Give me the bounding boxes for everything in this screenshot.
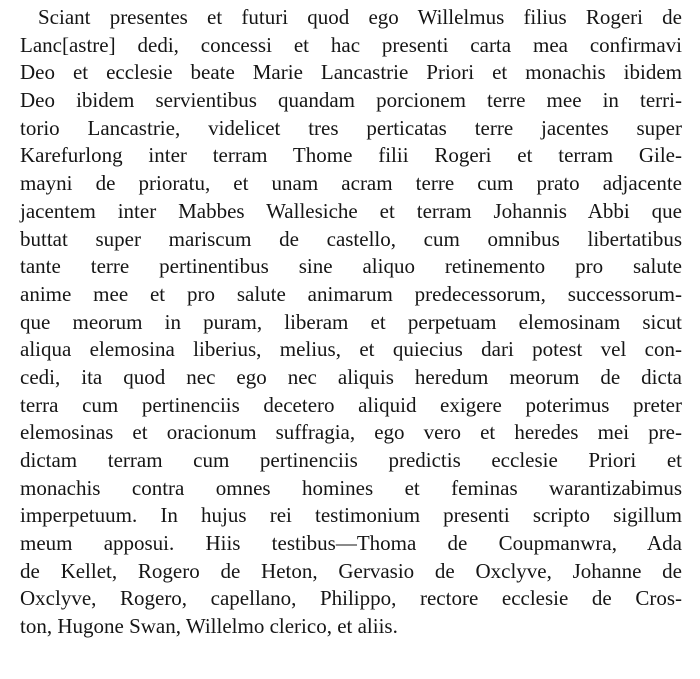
text-line: cedi, ita quod nec ego nec aliquis heredum meorum de dicta <box>20 364 682 389</box>
text-line: tante terre pertinentibus sine aliquo retinemento pro salute <box>20 254 682 279</box>
text-line: jacentem inter Mabbes Wallesiche et terram Johannis Abbi que <box>20 198 682 223</box>
text-line: Deo ibidem servientibus quandam porcionem terre mee in terri- <box>20 88 682 113</box>
text-line: mayni de prioratu, et unam acram terre cum prato adjacente <box>20 171 682 196</box>
text-line: de Kellet, Rogero de Heton, Gervasio de Oxclyve, Johanne de <box>20 558 682 583</box>
charter-text <box>20 4 682 641</box>
text-line: que meorum in puram, liberam et perpetuam elemosinam sicut <box>20 309 682 334</box>
text-line: Oxclyve, Rogero, capellano, Philippo, rectore ecclesie de Cros- <box>20 586 682 611</box>
text-line: anime mee et pro salute animarum predecessorum, successorum- <box>20 281 682 306</box>
text-line: Karefurlong inter terram Thome filii Rogeri et terram Gile- <box>20 143 682 168</box>
text-line: torio Lancastrie, videlicet tres perticatas terre jacentes super <box>20 115 682 140</box>
text-line: terra cum pertinenciis decetero aliquid exigere poterimus preter <box>20 392 682 417</box>
text-line: aliqua elemosina liberius, melius, et quiecius dari potest vel con- <box>20 337 682 362</box>
text-line: Sciant presentes et futuri quod ego Willelmus filius Rogeri de <box>38 5 682 29</box>
text-line: imperpetuum. In hujus rei testimonium presenti scripto sigillum <box>20 503 682 528</box>
text-line: Lanc[astre] dedi, concessi et hac presenti carta mea confirmavi <box>20 32 682 57</box>
text-line: elemosinas et oracionum suffragia, ego vero et heredes mei pre- <box>20 420 682 445</box>
text-line: meum apposui. Hiis testibus—Thoma de Coupmanwra, Ada <box>20 531 682 556</box>
text-line: ton, Hugone Swan, Willelmo clerico, et aliis. <box>20 614 398 639</box>
text-line: dictam terram cum pertinenciis predictis ecclesie Priori et <box>20 448 682 472</box>
text-line: Deo et ecclesie beate Marie Lancastrie Priori et monachis ibidem <box>20 60 682 85</box>
text-line: buttat super mariscum de castello, cum omnibus libertatibus <box>20 226 682 251</box>
text-line: monachis contra omnes homines et feminas warantizabimus <box>20 475 682 500</box>
